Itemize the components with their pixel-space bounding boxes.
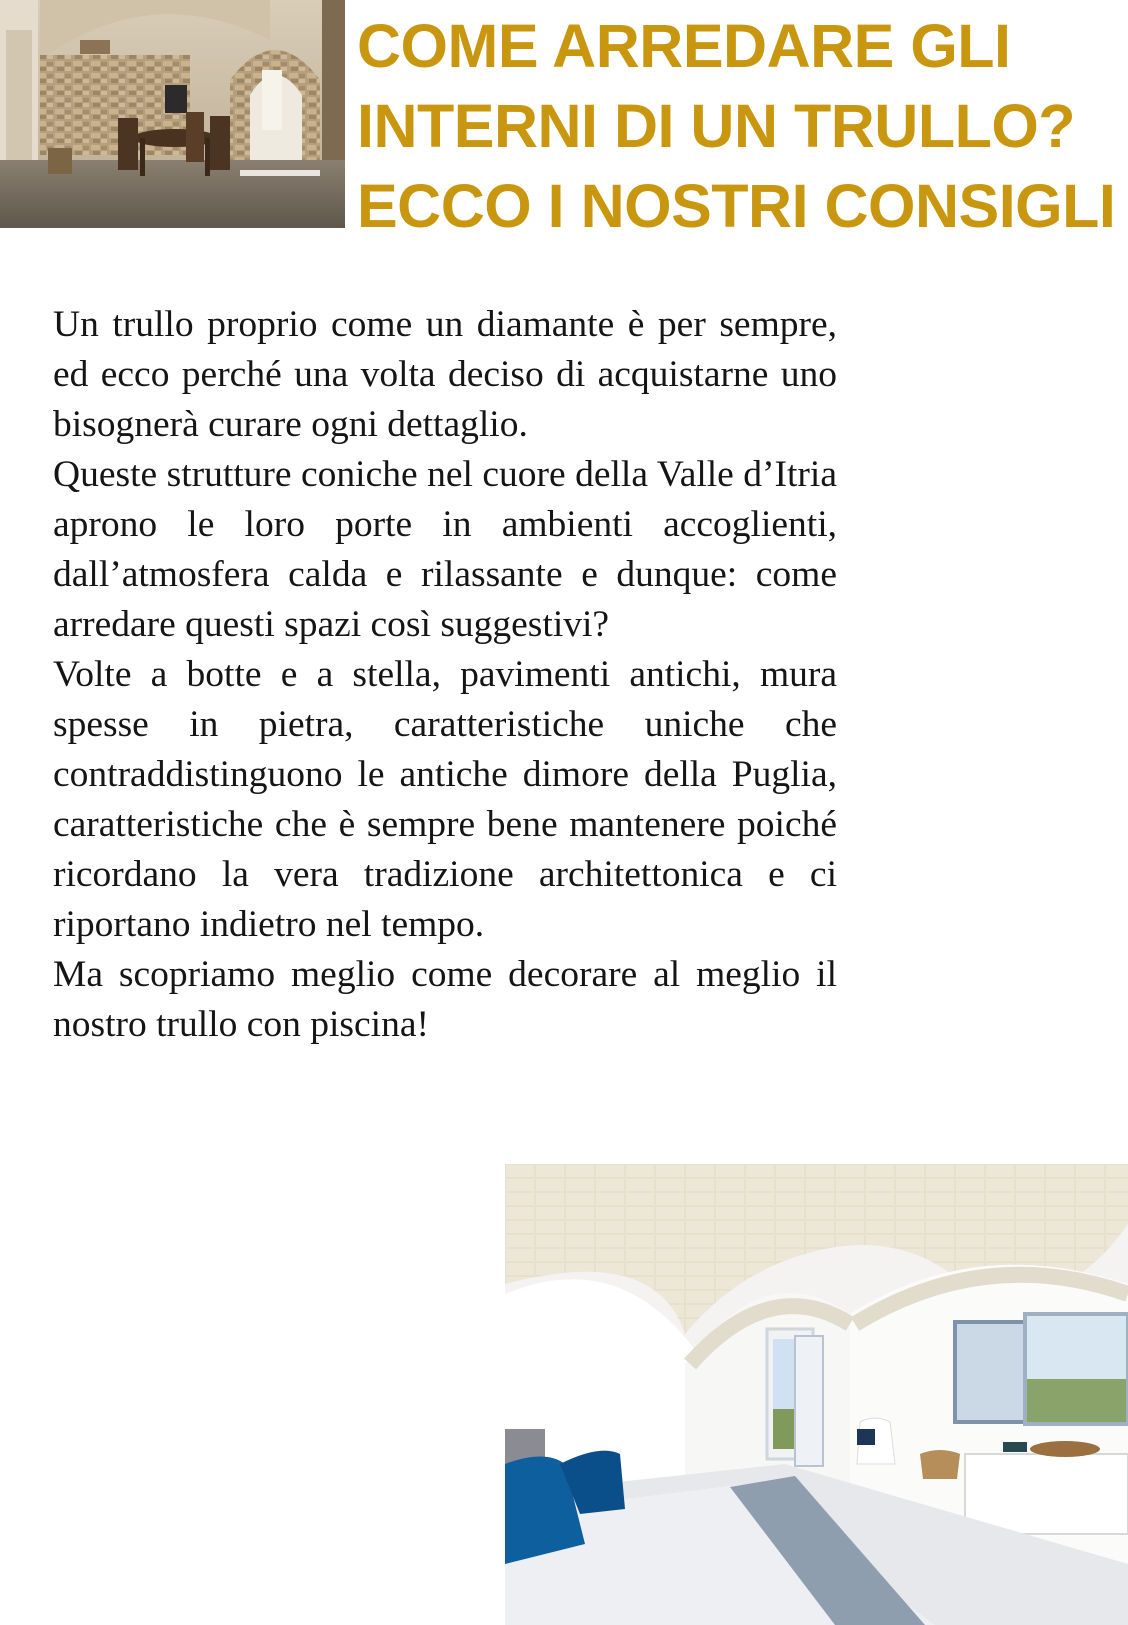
paragraph-valle-itria: Queste strutture coniche nel cuore della Valle d’Itria aprono le loro porte in ambienti accoglienti, dall’atmosfera calda e rilassante e dunque: come arredare questi spazi così suggestivi? (53, 454, 837, 645)
article-body (53, 300, 837, 1050)
title-line-2: INTERNI DI UN TRULLO? (357, 92, 1076, 160)
trullo-bedroom-photo (505, 1164, 1128, 1625)
article-title (357, 6, 1117, 246)
title-line-1: COME ARREDARE GLI (357, 12, 1011, 80)
paragraph-conclusion: Ma scopriamo meglio come decorare al meglio il nostro trullo con piscina! (53, 954, 837, 1045)
paragraph-intro: Un trullo proprio come un diamante è per sempre, ed ecco perché una volta deciso di acquistarne uno bisognerà curare ogni dettaglio. (53, 304, 837, 445)
title-line-3: ECCO I NOSTRI CONSIGLI (357, 172, 1116, 240)
trullo-dining-room-photo (0, 0, 345, 228)
paragraph-architecture: Volte a botte e a stella, pavimenti antichi, mura spesse in pietra, caratteristiche uniche che contraddistinguono le antiche dimore della Puglia, caratteristiche che è sempre bene mantenere poiché ricordano la vera tradizione architettonica e ci riportano indietro nel tempo. (53, 654, 837, 945)
